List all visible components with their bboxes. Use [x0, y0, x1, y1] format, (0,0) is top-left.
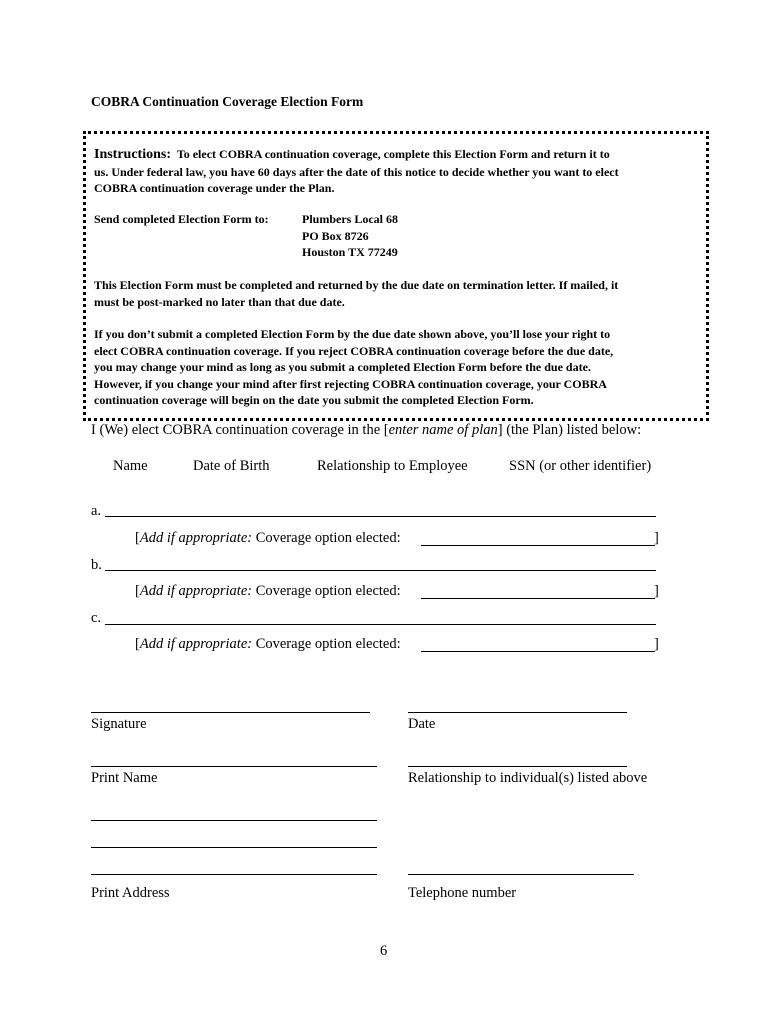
row-b-option-text: [Add if appropriate: Coverage option elected: — [135, 583, 401, 599]
address-line-two[interactable] — [91, 847, 377, 848]
row-a-option-close: ] — [654, 530, 659, 546]
address-line-3: Houston TX 77249 — [302, 245, 398, 259]
telephone-label: Telephone number — [408, 885, 517, 901]
instructions-intro — [94, 146, 710, 197]
row-c-option-text: [Add if appropriate: Coverage option elected: — [135, 636, 401, 652]
row-c-label: c. — [91, 610, 102, 626]
print-address-label: Print Address — [91, 885, 170, 901]
intro-line-1: To elect COBRA continuation coverage, complete this Election Form and return it to — [176, 147, 610, 161]
signature-label: Signature — [91, 716, 147, 732]
date-line[interactable] — [408, 712, 627, 713]
intro-line-2: us. Under federal law, you have 60 days after the date of this notice to decide whether you want to elect — [94, 164, 619, 179]
row-a-label: a. — [91, 503, 102, 519]
column-header-dob: Date of Birth — [193, 458, 270, 474]
intro-line-3: COBRA continuation coverage under the Plan. — [94, 181, 335, 195]
row-b-label: b. — [91, 557, 102, 573]
row-c-option-line[interactable] — [421, 651, 655, 652]
relationship-line[interactable] — [408, 766, 627, 767]
warn-line-5: continuation coverage will begin on the date you submit the completed Election Form. — [94, 393, 534, 407]
row-a-option-line[interactable] — [421, 545, 655, 546]
print-name-label: Print Name — [91, 770, 158, 786]
due-date-notice — [94, 277, 710, 310]
column-header-relationship: Relationship to Employee — [317, 458, 468, 474]
warn-line-1: If you don’t submit a completed Election Form by the due date shown above, you’ll lose your right to — [94, 327, 611, 341]
telephone-line[interactable] — [408, 874, 634, 875]
warn-line-3: you may change your mind as long as you submit a completed Election Form before the due date. — [94, 360, 591, 374]
relationship-label: Relationship to individual(s) listed above — [408, 770, 648, 786]
rejection-warning — [94, 326, 710, 409]
address-line-1: Plumbers Local 68 — [302, 212, 398, 226]
signature-line[interactable] — [91, 712, 370, 713]
row-b-option-line[interactable] — [421, 598, 655, 599]
date-label: Date — [408, 716, 436, 732]
column-header-name: Name — [113, 458, 148, 474]
print-name-line[interactable] — [91, 766, 377, 767]
warn-line-2: elect COBRA continuation coverage. If you reject COBRA continuation coverage before the due date, — [94, 343, 614, 358]
send-label: Send completed Election Form to: — [94, 212, 269, 226]
row-a-option-text: [Add if appropriate: Coverage option elected: — [135, 530, 401, 546]
row-c-option-close: ] — [654, 636, 659, 652]
row-c-entry-line[interactable] — [105, 624, 656, 625]
instructions-heading: Instructions: — [94, 147, 172, 162]
address-line-2: PO Box 8726 — [302, 228, 369, 243]
due-line-2: must be post-marked no later than that due date. — [94, 294, 345, 309]
row-b-option-close: ] — [654, 583, 659, 599]
warn-line-4: However, if you change your mind after first rejecting COBRA continuation coverage, your COBRA — [94, 376, 607, 391]
plan-name-placeholder: enter name of plan — [388, 422, 498, 438]
election-statement: I (We) elect COBRA continuation coverage in the [enter name of plan] (the Plan) listed below: — [91, 422, 642, 438]
address-line-one[interactable] — [91, 820, 377, 821]
row-b-entry-line[interactable] — [105, 570, 656, 571]
send-to-block — [94, 211, 710, 261]
page-number: 6 — [380, 943, 388, 959]
due-line-1: This Election Form must be completed and returned by the due date on termination letter. If mailed, it — [94, 278, 619, 292]
column-header-ssn: SSN (or other identifier) — [509, 458, 652, 474]
form-title: COBRA Continuation Coverage Election Form — [91, 94, 364, 109]
row-a-entry-line[interactable] — [105, 516, 656, 517]
address-line-three[interactable] — [91, 874, 377, 875]
